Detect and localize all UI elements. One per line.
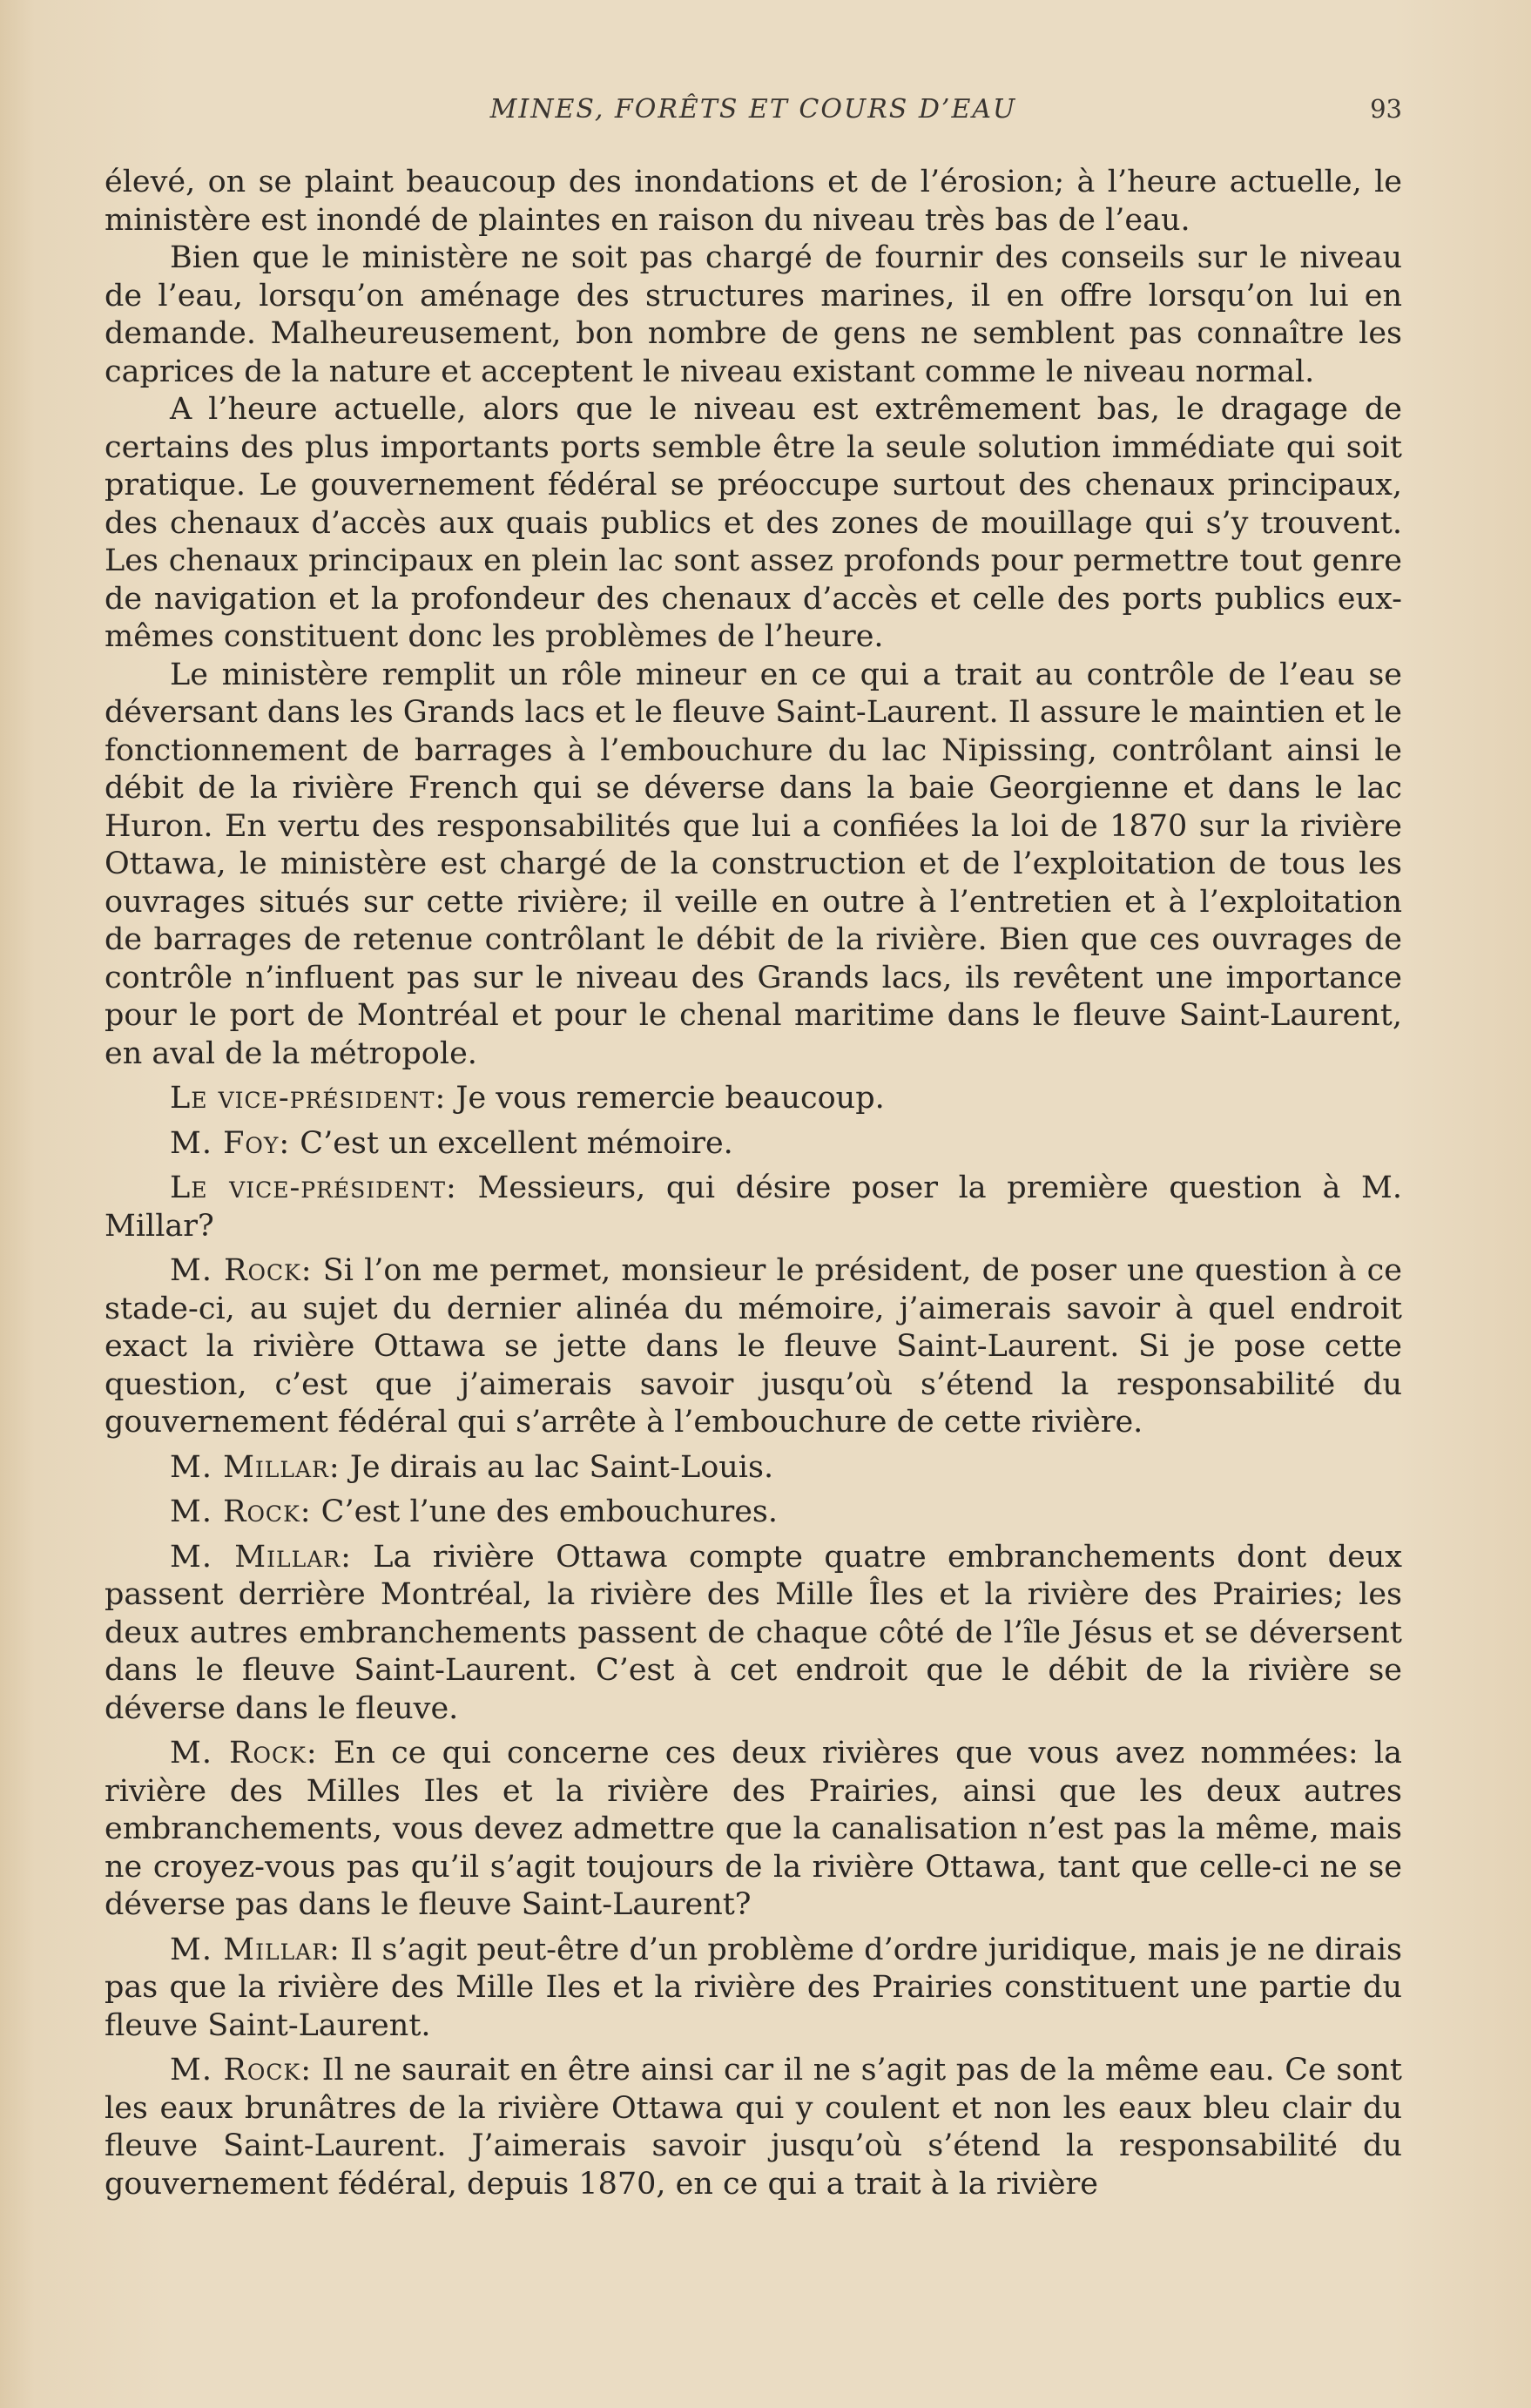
dialogue-paragraph: M. Rock: Il ne saurait en être ainsi car il ne s’agit pas de la même eau. Ce sont les eaux brunâtres de la rivière Ottawa qui y coulent et non les eaux bleu clair du fleuve Saint-Laurent. J’aimerais savoir jusqu’où s’étend la responsabilité du gouvernement fédéral, depuis 1870, en ce qui a trait à la rivière bbox=[105, 2053, 1402, 2202]
paragraph: élevé, on se plaint beaucoup des inondations et de l’érosion; à l’heure actuelle, le ministère est inondé de plaintes en raison du niveau très bas de l’eau. bbox=[105, 165, 1402, 238]
dialogue-paragraph: M. Rock: Si l’on me permet, monsieur le président, de poser une question à ce stade-ci, au sujet du dernier alinéa du mémoire, j’aimerais savoir à quel endroit exact la rivière Ottawa se jette dans le fleuve Saint-Laurent. Si je pose cette question, c’est que j’aimerais savoir jusqu’où s’étend la responsabilité du gouvernement fédéral qui s’arrête à l’embouchure de cette rivière. bbox=[105, 1253, 1402, 1440]
page-number: 93 bbox=[1370, 94, 1402, 124]
page-header bbox=[105, 94, 1402, 129]
speaker-name: M. Rock: bbox=[170, 2053, 313, 2088]
dialogue-paragraph: M. Rock: C’est l’une des embouchures. bbox=[170, 1494, 779, 1529]
dialogue-paragraph: M. Rock: En ce qui concerne ces deux rivières que vous avez nommées: la rivière des Milles Iles et la rivière des Prairies, ainsi que les deux autres embranchements, vous devez admettre que la canalisation n’est pas la même, mais ne croyez-vous pas qu’il s’agit toujours de la rivière Ottawa, tant que celle-ci ne se déverse pas dans le fleuve Saint-Laurent? bbox=[105, 1736, 1402, 1922]
body-text bbox=[105, 164, 1402, 2203]
dialogue-paragraph: Le vice-président: Je vous remercie beaucoup. bbox=[170, 1081, 885, 1116]
speaker-name: M. Millar: bbox=[170, 1449, 341, 1485]
dialogue-paragraph: M. Millar: La rivière Ottawa compte quatre embranchements dont deux passent derrière Montréal, la rivière des Mille Îles et la rivière des Prairies; les deux autres embranchements passent de chaque côté de l’île Jésus et se déversent dans le fleuve Saint-Laurent. C’est à cet endroit que le débit de la rivière se déverse dans le fleuve. bbox=[105, 1539, 1402, 1726]
speaker-name: Le vice-président: bbox=[170, 1081, 447, 1116]
paragraph: Bien que le ministère ne soit pas chargé de fournir des conseils sur le niveau de l’eau, lorsqu’on aménage des structures marines, il en offre lorsqu’on lui en demande. Malheureusement, bon nombre de gens ne semblent pas connaître les caprices de la nature et acceptent le niveau existant comme le niveau normal. bbox=[105, 240, 1402, 389]
paragraph: A l’heure actuelle, alors que le niveau est extrêmement bas, le dragage de certains des plus importants ports semble être la seule solution immédiate qui soit pratique. Le gouvernement fédéral se préoccupe surtout des chenaux principaux, des chenaux d’accès aux quais publics et des zones de mouillage qui s’y trouvent. Les chenaux principaux en plein lac sont assez profonds pour permettre tout genre de navigation et la profondeur des chenaux d’accès et celle des ports publics eux-mêmes constituent donc les problèmes de l’heure. bbox=[105, 392, 1402, 654]
speaker-name: M. Foy: bbox=[170, 1125, 291, 1161]
dialogue-paragraph: M. Millar: Il s’agit peut-être d’un problème d’ordre juridique, mais je ne dirais pas que la rivière des Mille Iles et la rivière des Prairies constituent une partie du fleuve Saint-Laurent. bbox=[105, 1932, 1402, 2043]
speaker-name: M. Rock: bbox=[170, 1253, 313, 1288]
speaker-name: M. Millar: bbox=[170, 1932, 341, 1967]
dialogue-paragraph: M. Millar: Je dirais au lac Saint-Louis. bbox=[170, 1449, 774, 1485]
dialogue-paragraph: M. Foy: C’est un excellent mémoire. bbox=[170, 1125, 733, 1161]
speaker-name: M. Millar: bbox=[170, 1539, 352, 1575]
paragraph: Le ministère remplit un rôle mineur en ce qui a trait au contrôle de l’eau se déversant dans les Grands lacs et le fleuve Saint-Laurent. Il assure le maintien et le fonctionnement de barrages à l’embouchure du lac Nipissing, contrôlant ainsi le débit de la rivière French qui se déverse dans la baie Georgienne et dans le lac Huron. En vertu des responsabilités que lui a confiées la loi de 1870 sur la rivière Ottawa, le ministère est chargé de la construction et de l’exploitation de tous les ouvrages situés sur cette rivière; il veille en outre à l’entretien et à l’exploitation de barrages de retenue contrôlant le débit de la rivière. Bien que ces ouvrages de contrôle n’influent pas sur le niveau des Grands lacs, ils revêtent une importance pour le port de Montréal et pour le chenal maritime dans le fleuve Saint-Laurent, en aval de la métropole. bbox=[105, 657, 1403, 1071]
speaker-name: M. Rock: bbox=[170, 1494, 312, 1529]
dialogue-paragraph: Le vice-président: Messieurs, qui désire poser la première question à M. Millar? bbox=[105, 1170, 1402, 1244]
running-title: MINES, FORÊTS ET COURS D’EAU bbox=[489, 94, 1017, 125]
speaker-name: M. Rock: bbox=[170, 1736, 318, 1771]
speaker-name: Le vice-président: bbox=[170, 1170, 457, 1205]
